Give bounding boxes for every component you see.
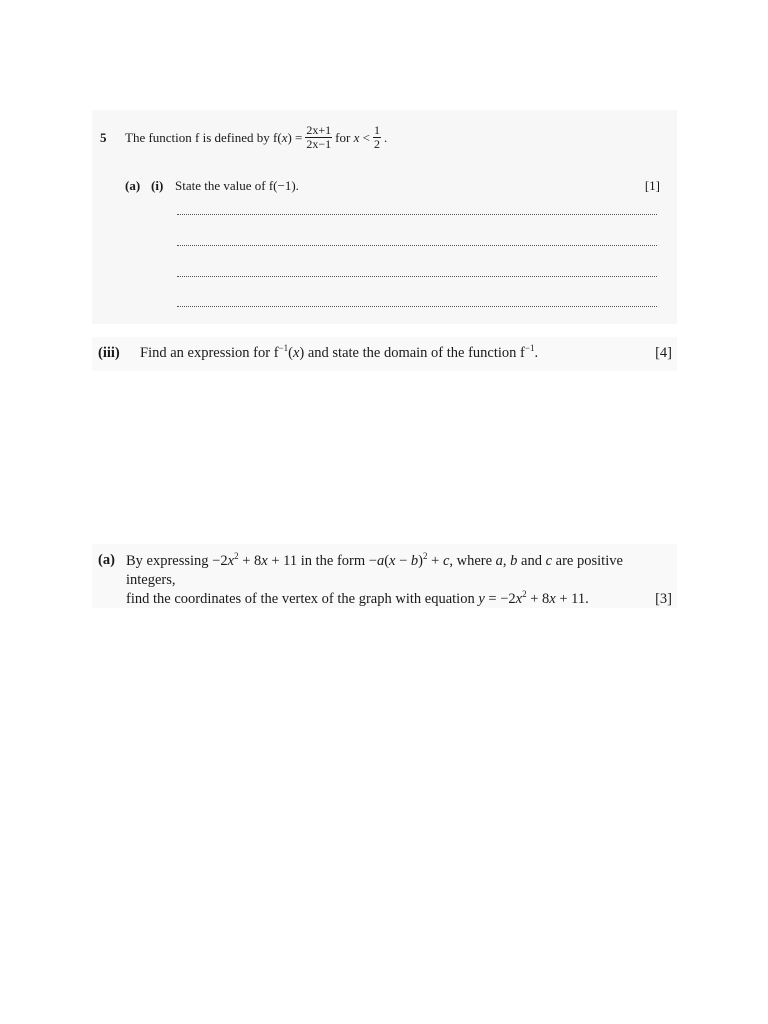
text: (	[288, 345, 293, 361]
stem-lt: <	[362, 129, 370, 145]
line-2	[126, 590, 672, 609]
stem-x: x	[353, 129, 360, 145]
variable: x	[227, 553, 235, 569]
stem-text: The function f is defined by f(	[125, 129, 282, 145]
half-numerator: 1	[373, 123, 380, 137]
answer-line[interactable]	[177, 245, 657, 246]
variable: x	[549, 591, 556, 607]
variable: a	[376, 553, 385, 569]
text: ,	[502, 553, 511, 569]
variable: x	[292, 345, 300, 361]
line-2-text	[126, 590, 655, 609]
vertex-row	[98, 552, 672, 609]
stem-eq: ) =	[287, 129, 303, 145]
answer-line[interactable]	[177, 276, 657, 277]
variable: x	[389, 553, 396, 569]
part-label: (a)	[98, 552, 115, 568]
text: + 11 in the form −	[267, 553, 377, 569]
text: = −2	[484, 591, 516, 607]
sub-part-label: (i)	[151, 178, 164, 193]
marks: [4]	[655, 345, 672, 361]
text: , where	[449, 553, 496, 569]
variable: y	[478, 591, 485, 607]
variable: b	[410, 553, 419, 569]
text: (	[384, 553, 390, 569]
text: )	[418, 553, 423, 569]
text: are positive integers,	[126, 553, 623, 588]
text: + 8	[526, 591, 550, 607]
text: +	[427, 553, 443, 569]
variable: x	[261, 553, 268, 569]
superscript: −1	[278, 343, 289, 353]
marks: [1]	[644, 178, 660, 193]
part-label: (a)	[125, 178, 141, 193]
text: + 8	[238, 553, 262, 569]
part-label: (iii)	[98, 345, 120, 361]
marks: [3]	[655, 591, 672, 607]
question-5	[92, 110, 677, 324]
fraction-numerator: 2x+1	[306, 123, 332, 137]
text: + 11.	[555, 591, 589, 607]
sub-part-text: State the value of f(−1).	[175, 178, 299, 193]
text: Find an expression for f	[140, 345, 279, 361]
text: By expressing −2	[126, 553, 228, 569]
superscript: 2	[522, 589, 527, 599]
part-text	[126, 552, 672, 609]
variable: c	[545, 553, 553, 569]
text: ) and state the domain of the function f	[299, 345, 525, 361]
text: −	[395, 553, 411, 569]
variable: b	[510, 553, 518, 569]
part-a-i	[125, 178, 660, 194]
part-iii-row	[98, 345, 672, 362]
question-5-stem	[100, 124, 387, 151]
question-vertex	[92, 544, 677, 608]
text: and	[517, 553, 546, 569]
half-denominator: 2	[373, 137, 380, 151]
stem-for: for	[335, 129, 351, 145]
variable: a	[495, 553, 503, 569]
superscript: 2	[423, 551, 428, 561]
variable: x	[515, 591, 523, 607]
answer-line[interactable]	[177, 214, 657, 215]
superscript: −1	[524, 343, 535, 353]
text: .	[534, 345, 539, 361]
stem-end: .	[383, 129, 388, 145]
half-fraction	[373, 124, 381, 151]
question-part-iii	[92, 337, 677, 371]
function-fraction	[305, 124, 332, 151]
superscript: 2	[234, 551, 239, 561]
stem-var: x	[281, 129, 288, 145]
part-text	[140, 345, 655, 362]
answer-line[interactable]	[177, 306, 657, 307]
fraction-denominator: 2x−1	[306, 137, 332, 151]
line-1	[126, 552, 672, 590]
question-number: 5	[100, 129, 107, 145]
text: find the coordinates of the vertex of the graph with equation	[126, 591, 479, 607]
variable: c	[442, 553, 450, 569]
